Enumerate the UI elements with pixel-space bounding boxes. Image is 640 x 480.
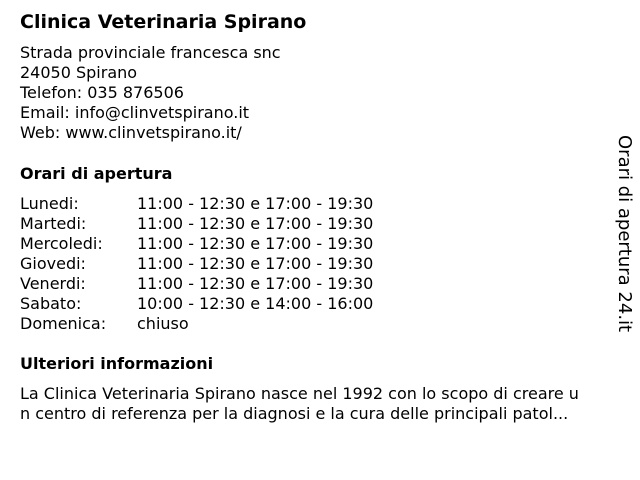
- hours-value: 11:00 - 12:30 e 17:00 - 19:30: [137, 194, 374, 213]
- street-address: Strada provinciale francesca snc: [20, 43, 281, 62]
- opening-hours-heading: Orari di apertura: [20, 164, 173, 183]
- hours-value: 11:00 - 12:30 e 17:00 - 19:30: [137, 274, 374, 293]
- clinic-name: Clinica Veterinaria Spirano: [20, 11, 307, 33]
- contact-block: [20, 43, 281, 143]
- day-label: Domenica:: [20, 314, 107, 333]
- email-address[interactable]: Email: info@clinvetspirano.it: [20, 103, 250, 122]
- day-label: Sabato:: [20, 294, 82, 313]
- postal-city: 24050 Spirano: [20, 63, 138, 82]
- day-label: Venerdi:: [20, 274, 86, 293]
- hours-value: 11:00 - 12:30 e 17:00 - 19:30: [137, 214, 374, 233]
- more-info-heading: Ulteriori informazioni: [20, 354, 214, 373]
- hours-value: 11:00 - 12:30 e 17:00 - 19:30: [137, 254, 374, 273]
- website-link[interactable]: Web: www.clinvetspirano.it/: [20, 123, 242, 142]
- day-label: Lunedi:: [20, 194, 79, 213]
- hours-value: 10:00 - 12:30 e 14:00 - 16:00: [137, 294, 374, 313]
- phone-number[interactable]: Telefon: 035 876506: [20, 83, 184, 102]
- hours-value: chiuso: [137, 314, 189, 333]
- hours-value: 11:00 - 12:30 e 17:00 - 19:30: [137, 234, 374, 253]
- clinic-description: [20, 384, 579, 424]
- day-label: Giovedi:: [20, 254, 86, 273]
- description-line: La Clinica Veterinaria Spirano nasce nel 1992 con lo scopo di creare u: [20, 384, 579, 403]
- day-label: Mercoledi:: [20, 234, 103, 253]
- description-line: n centro di referenza per la diagnosi e la cura delle principali patol...: [20, 404, 569, 423]
- day-label: Martedi:: [20, 214, 87, 233]
- site-watermark: Orari di apertura 24.it: [614, 135, 635, 333]
